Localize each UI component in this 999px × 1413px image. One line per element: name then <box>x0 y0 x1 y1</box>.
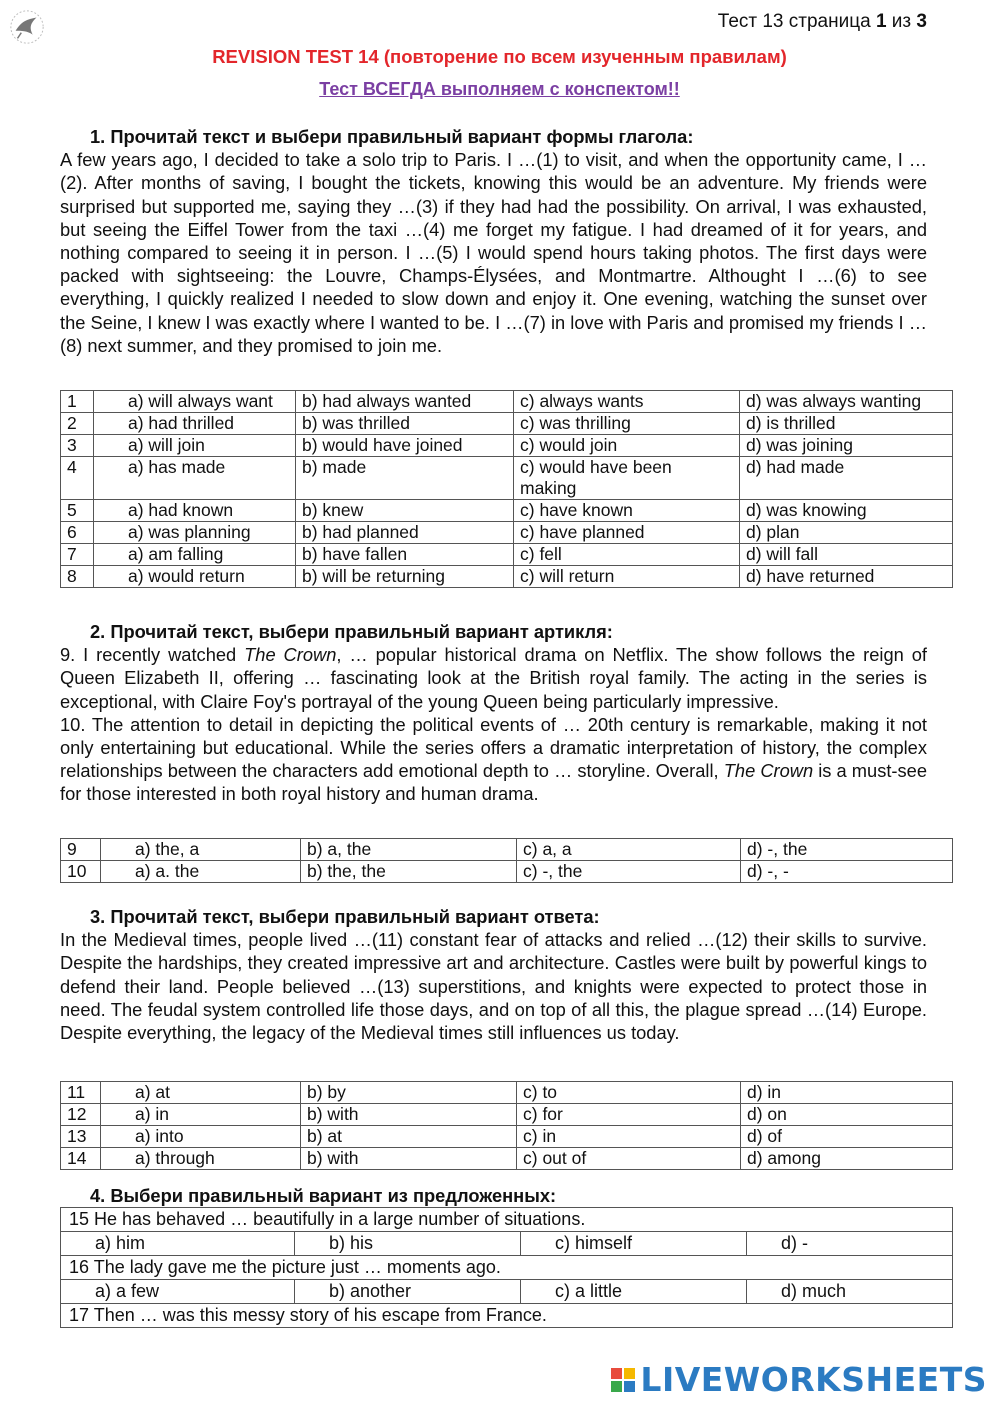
option-d[interactable]: d) among <box>741 1148 953 1170</box>
option-d[interactable]: d) was always wanting <box>740 391 953 413</box>
option-a[interactable]: a) a. the <box>101 861 301 883</box>
option-a[interactable]: a) him <box>61 1232 295 1256</box>
option-b[interactable]: b) had planned <box>296 522 514 544</box>
option-a[interactable]: a) at <box>101 1082 301 1104</box>
question-17: 17 Then … was this messy story of his escape from France. <box>61 1304 953 1328</box>
option-c[interactable]: c) was thrilling <box>514 413 740 435</box>
option-a[interactable]: a) had known <box>94 500 296 522</box>
option-d[interactable]: d) is thrilled <box>740 413 953 435</box>
option-a[interactable]: a) has made <box>94 457 296 500</box>
section-4 <box>60 1184 927 1207</box>
table-row <box>61 391 953 413</box>
option-c[interactable]: c) have planned <box>514 522 740 544</box>
paragraph-9: 9. I recently watched The Crown, … popular historical drama on Netflix. The show follows the reign of Queen Elizabeth II, offering … fascinating look at the British royal family. The acting in the series is exceptional, with Claire Foy's portrayal of the young Queen being particularly impressive. <box>60 644 927 712</box>
option-b[interactable]: b) will be returning <box>296 566 514 588</box>
option-d[interactable]: d) much <box>747 1280 953 1304</box>
paragraph-10: 10. The attention to detail in depicting the political events of … 20th century is remarkable, making it not only entertaining but educational. While the series offers a dramatic interpretation of history, the complex relationships between the characters add emotional depth to … storyline. Overall, The Crown is a must-see for those interested in both royal history and human drama. <box>60 713 927 805</box>
liveworksheets-icon <box>610 1367 636 1393</box>
option-c[interactable]: c) have known <box>514 500 740 522</box>
section-1-text: A few years ago, I decided to take a solo trip to Paris. I …(1) to visit, and when the opportunity came, I …(2). After months of saving, I bought the tickets, knowing this would be an adventure. My friends were surprised but supported me, saying they …(3) if they had had the possibility. On arrival, I was exhausted, but seeing the Eiffel Tower from the taxi …(4) me forget my fatigue. I had dreamed of it for years, and nothing compared to seeing it in person. I …(5) I would spend hours taking photos. The first days were packed with sightseeing: the Louvre, Champs-Élysées, and Montmartre. Althought I …(6) to see everything, I quickly realized I needed to slow down and enjoy it. One evening, watching the sunset over the Seine, I knew I was exactly where I wanted to be. I …(7) in love with Paris and promised my friends I …(8) next summer, and they promised to join me. <box>60 149 927 356</box>
answer-table-2 <box>60 838 953 883</box>
section-1 <box>60 125 927 357</box>
option-a[interactable]: a) through <box>101 1148 301 1170</box>
option-d[interactable]: d) have returned <box>740 566 953 588</box>
answer-table-3 <box>60 1081 953 1170</box>
liveworksheets-logo <box>610 1360 987 1399</box>
option-b[interactable]: b) have fallen <box>296 544 514 566</box>
option-b[interactable]: b) another <box>295 1280 521 1304</box>
table-row <box>61 413 953 435</box>
option-a[interactable]: a) would return <box>94 566 296 588</box>
question-16: 16 The lady gave me the picture just … moments ago. <box>61 1256 953 1280</box>
option-c[interactable]: c) a little <box>521 1280 747 1304</box>
table-row <box>61 839 953 861</box>
option-c[interactable]: c) always wants <box>514 391 740 413</box>
section-3 <box>60 905 927 1044</box>
section-1-heading: 1. Прочитай текст и выбери правильный вариант формы глагола: <box>90 126 694 147</box>
option-b[interactable]: b) knew <box>296 500 514 522</box>
option-a[interactable]: a) into <box>101 1126 301 1148</box>
answer-table-1 <box>60 390 953 588</box>
option-b[interactable]: b) a, the <box>301 839 517 861</box>
table-row <box>61 522 953 544</box>
option-b[interactable]: b) made <box>296 457 514 500</box>
question-15: 15 He has behaved … beautifully in a large number of situations. <box>61 1208 953 1232</box>
option-b[interactable]: b) at <box>301 1126 517 1148</box>
table-row <box>61 457 953 500</box>
options-row <box>61 1232 953 1256</box>
option-a[interactable]: a) will always want <box>94 391 296 413</box>
option-d[interactable]: d) -, - <box>741 861 953 883</box>
section-3-text: In the Medieval times, people lived …(11) constant fear of attacks and relied …(12) their skills to survive. Despite the hardships, they created impressive art and architecture. Castles were built by powerful kings to defend their land. People believed …(13) superstitions, and knights were expected to protect those in need. The feudal system controlled life those days, and on top of all this, the plague spread …(14) Europe. Despite everything, the legacy of the Medieval times still influences us today. <box>60 929 927 1044</box>
option-d[interactable]: d) was knowing <box>740 500 953 522</box>
option-b[interactable]: b) would have joined <box>296 435 514 457</box>
answer-table-4 <box>60 1207 953 1328</box>
section-3-heading: 3. Прочитай текст, выбери правильный вариант ответа: <box>90 906 600 927</box>
options-row <box>61 1280 953 1304</box>
question-number: 12 <box>61 1104 101 1126</box>
section-2-heading: 2. Прочитай текст, выбери правильный вариант артикля: <box>90 621 613 642</box>
question-number: 1 <box>61 391 94 413</box>
option-c[interactable]: c) to <box>517 1082 741 1104</box>
test-title: REVISION TEST 14 (повторение по всем изученным правилам) <box>212 46 787 67</box>
question-number: 3 <box>61 435 94 457</box>
table-row <box>61 544 953 566</box>
option-c[interactable]: c) out of <box>517 1148 741 1170</box>
question-number: 14 <box>61 1148 101 1170</box>
option-b[interactable]: b) with <box>301 1148 517 1170</box>
option-a[interactable]: a) in <box>101 1104 301 1126</box>
section-4-heading: 4. Выбери правильный вариант из предложенных: <box>90 1185 557 1206</box>
page-counter: Тест 13 страница 1 из 3 <box>717 11 927 32</box>
option-c[interactable]: c) would join <box>514 435 740 457</box>
table-row <box>61 1126 953 1148</box>
table-row <box>61 1082 953 1104</box>
option-d[interactable]: d) in <box>741 1082 953 1104</box>
question-number: 6 <box>61 522 94 544</box>
option-a[interactable]: a) was planning <box>94 522 296 544</box>
option-b[interactable]: b) with <box>301 1104 517 1126</box>
question-number: 10 <box>61 861 101 883</box>
table-row <box>61 861 953 883</box>
question-number: 2 <box>61 413 94 435</box>
table-row <box>61 435 953 457</box>
question-row <box>61 1256 953 1280</box>
question-number: 13 <box>61 1126 101 1148</box>
option-c[interactable]: c) will return <box>514 566 740 588</box>
option-b[interactable]: b) was thrilled <box>296 413 514 435</box>
option-b[interactable]: b) the, the <box>301 861 517 883</box>
option-d[interactable]: d) of <box>741 1126 953 1148</box>
option-a[interactable]: a) am falling <box>94 544 296 566</box>
question-row <box>61 1304 953 1328</box>
option-b[interactable]: b) by <box>301 1082 517 1104</box>
option-c[interactable]: c) in <box>517 1126 741 1148</box>
option-d[interactable]: d) plan <box>740 522 953 544</box>
section-2 <box>60 620 927 806</box>
option-c[interactable]: c) would have been making <box>514 457 740 500</box>
option-d[interactable]: d) - <box>747 1232 953 1256</box>
option-c[interactable]: c) himself <box>521 1232 747 1256</box>
liveworksheets-brand: LIVEWORKSHEETS <box>640 1360 987 1399</box>
option-c[interactable]: c) -, the <box>517 861 741 883</box>
question-number: 9 <box>61 839 101 861</box>
question-number: 4 <box>61 457 94 500</box>
option-a[interactable]: a) will join <box>94 435 296 457</box>
option-c[interactable]: c) fell <box>514 544 740 566</box>
question-number: 8 <box>61 566 94 588</box>
table-row <box>61 1104 953 1126</box>
question-number: 11 <box>61 1082 101 1104</box>
option-a[interactable]: a) a few <box>61 1280 295 1304</box>
option-d[interactable]: d) will fall <box>740 544 953 566</box>
question-number: 5 <box>61 500 94 522</box>
table-row <box>61 1148 953 1170</box>
option-a[interactable]: a) had thrilled <box>94 413 296 435</box>
option-a[interactable]: a) the, a <box>101 839 301 861</box>
test-subtitle: Тест ВСЕГДА выполняем с конспектом!! <box>319 79 680 99</box>
option-c[interactable]: c) a, a <box>517 839 741 861</box>
option-d[interactable]: d) had made <box>740 457 953 500</box>
option-b[interactable]: b) had always wanted <box>296 391 514 413</box>
option-c[interactable]: c) for <box>517 1104 741 1126</box>
option-b[interactable]: b) his <box>295 1232 521 1256</box>
option-d[interactable]: d) on <box>741 1104 953 1126</box>
option-d[interactable]: d) -, the <box>741 839 953 861</box>
table-row <box>61 500 953 522</box>
question-row <box>61 1208 953 1232</box>
table-row <box>61 566 953 588</box>
question-number: 7 <box>61 544 94 566</box>
option-d[interactable]: d) was joining <box>740 435 953 457</box>
bird-logo-icon <box>8 8 46 46</box>
